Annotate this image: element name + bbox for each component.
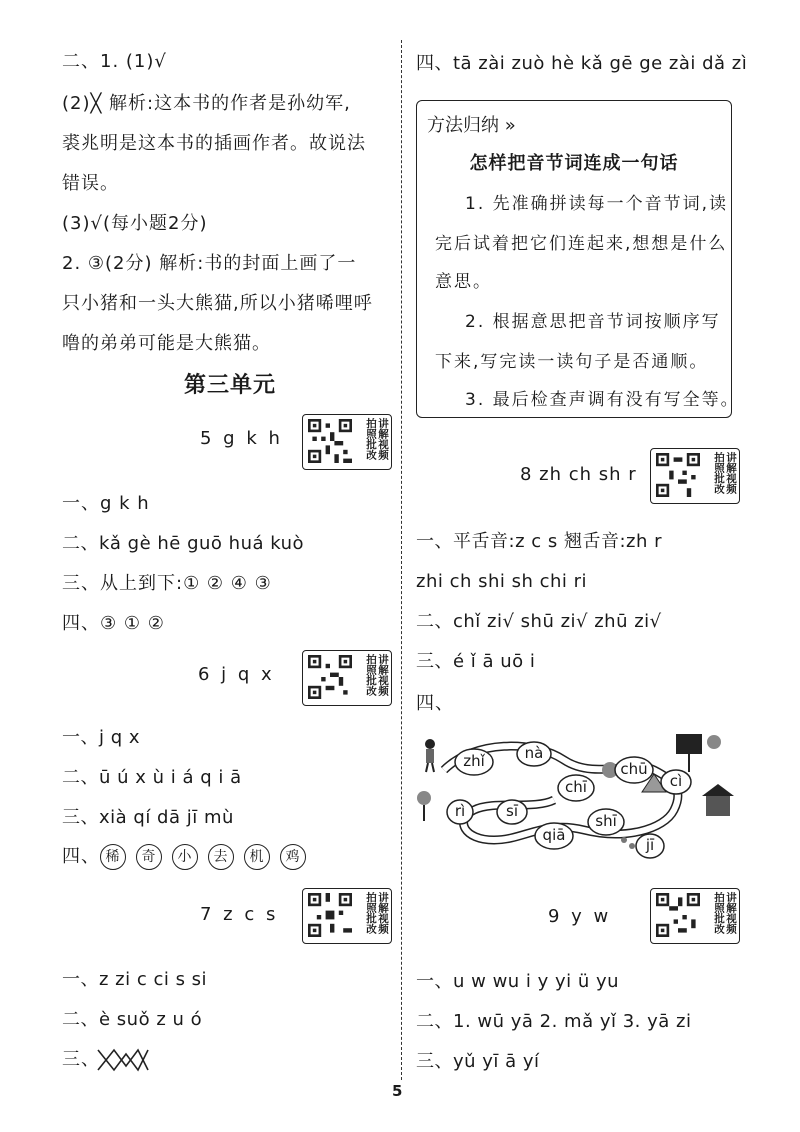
answer-line-3: 裘兆明是这本书的插画作者。故说法 [62,133,366,154]
method-line: 下来,写完读一读句子是否通顺。 [435,352,709,372]
lesson-5-answer-1: 一、g k h [62,493,150,514]
qr-label: 讲解视频拍照批改 [365,654,389,696]
matching-lines-icon [96,1046,150,1074]
syllable-bubble: zhǐ [463,752,485,770]
method-line: 2. 根据意思把音节词按顺序写 [465,312,721,332]
lesson-6-title: 6 j q x [198,664,275,685]
lesson-7-answer-2: 二、è suǒ z u ó [62,1009,203,1030]
lesson-9-answer-2: 二、1. wū yā 2. mǎ yǐ 3. yā zi [416,1011,692,1032]
lesson-7-answer-1: 一、z zi c ci s si [62,969,208,990]
answer-line-7: 只小猪和一头大熊猫,所以小猪唏哩呼 [62,293,373,314]
lesson-7-title: 7 z c s [200,904,279,925]
lesson-8-answer-3: 三、é ǐ ā uō i [416,651,536,672]
syllable-bubble: cì [669,772,683,790]
method-subtitle: 怎样把音节词连成一句话 [469,153,679,174]
lesson-6-answer-1: 一、j q x [62,727,141,748]
circled-char: 稀 [100,844,126,870]
unit-title: 第三单元 [184,373,277,398]
lesson-5-title: 5 g k h [200,428,283,449]
lesson-9-title: 9 y w [548,906,612,927]
qr-label: 讲解视频拍照批改 [713,452,737,494]
qr-code-icon [308,893,352,937]
method-line: 意思。 [435,272,492,292]
column-divider [401,40,402,1080]
method-line: 完后试着把它们连起来,想想是什么 [435,234,728,254]
qr-code-icon [656,453,700,497]
answer-line-1: 二、1. (1)√ [62,51,167,72]
circled-char: 奇 [136,844,162,870]
lesson-9-answer-3: 三、yǔ yī ā yí [416,1051,540,1072]
qr-code-lesson-6[interactable] [302,650,392,706]
syllable-bubble: chī [565,778,587,796]
lesson-6-answer-3: 三、xià qí dā jī mù [62,807,234,828]
qr-code-icon [656,893,700,937]
circled-char: 机 [244,844,270,870]
lesson-8-answer-1: 一、平舌音:z c s 翘舌音:zh r [416,531,662,552]
syllable-bubble: jī [645,836,655,854]
qr-code-lesson-8[interactable] [650,448,740,504]
method-summary-box [416,100,740,418]
lesson-8-answer-2: 二、chǐ zi√ shū zi√ zhū zi√ [416,611,662,632]
page-number: 5 [392,1082,403,1100]
method-line: 3. 最后检查声调有没有写全等。 [465,390,740,410]
circled-char: 去 [208,844,234,870]
lesson-8-answer-4: 四、 [416,693,454,714]
lesson-5-answer-3: 三、从上到下:① ② ④ ③ [62,573,272,594]
answer-line-5: (3)√(每小题2分) [62,213,208,234]
syllable-bubble: qiā [542,826,566,844]
qr-code-lesson-9[interactable] [650,888,740,944]
answer-prefix: 四、 [62,846,100,867]
lesson-5-answer-4: 四、③ ① ② [62,613,165,634]
lesson-8-title: 8 zh ch sh r [520,464,637,485]
circled-char: 小 [172,844,198,870]
lesson-6-answer-2: 二、ū ú x ù i á q i ā [62,767,242,788]
answer-line-6: 2. ③(2分) 解析:书的封面上画了一 [62,253,357,274]
qr-code-lesson-5[interactable] [302,414,392,470]
qr-label: 讲解视频拍照批改 [365,418,389,460]
lesson-5-answer-2: 二、kǎ gè hē guō huá kuò [62,533,305,554]
section-4-answer: 四、tā zài zuò hè kǎ gē ge zài dǎ zì [416,53,748,74]
qr-code-icon [308,419,352,463]
circled-char: 鸡 [280,844,306,870]
lesson-7-answer-3 [62,1048,100,1072]
method-line: 1. 先准确拼读每一个音节词,读 [465,194,729,214]
qr-label: 讲解视频拍照批改 [713,892,737,934]
lesson-9-answer-1: 一、u w wu i y yi ü yu [416,971,620,992]
syllable-bubble: sī [506,802,518,820]
answer-prefix: 三、 [62,1049,100,1070]
syllable-bubble: rì [454,802,466,820]
answer-line-8: 噜的弟弟可能是大熊猫。 [62,333,271,354]
syllable-bubble: nà [524,744,544,762]
qr-code-lesson-7[interactable] [302,888,392,944]
method-title: 方法归纳 » [427,115,516,136]
answer-line-4: 错误。 [62,173,119,194]
answer-line-2: (2)╳ 解析:这本书的作者是孙幼军, [62,93,351,114]
lesson-6-answer-4 [62,844,316,870]
syllable-path-illustration [414,730,748,866]
syllable-bubble: chū [620,760,648,778]
lesson-8-answer-1b: zhi ch shi sh chi ri [416,571,588,592]
qr-label: 讲解视频拍照批改 [365,892,389,934]
qr-code-icon [308,655,352,699]
syllable-bubble: shī [595,812,617,830]
